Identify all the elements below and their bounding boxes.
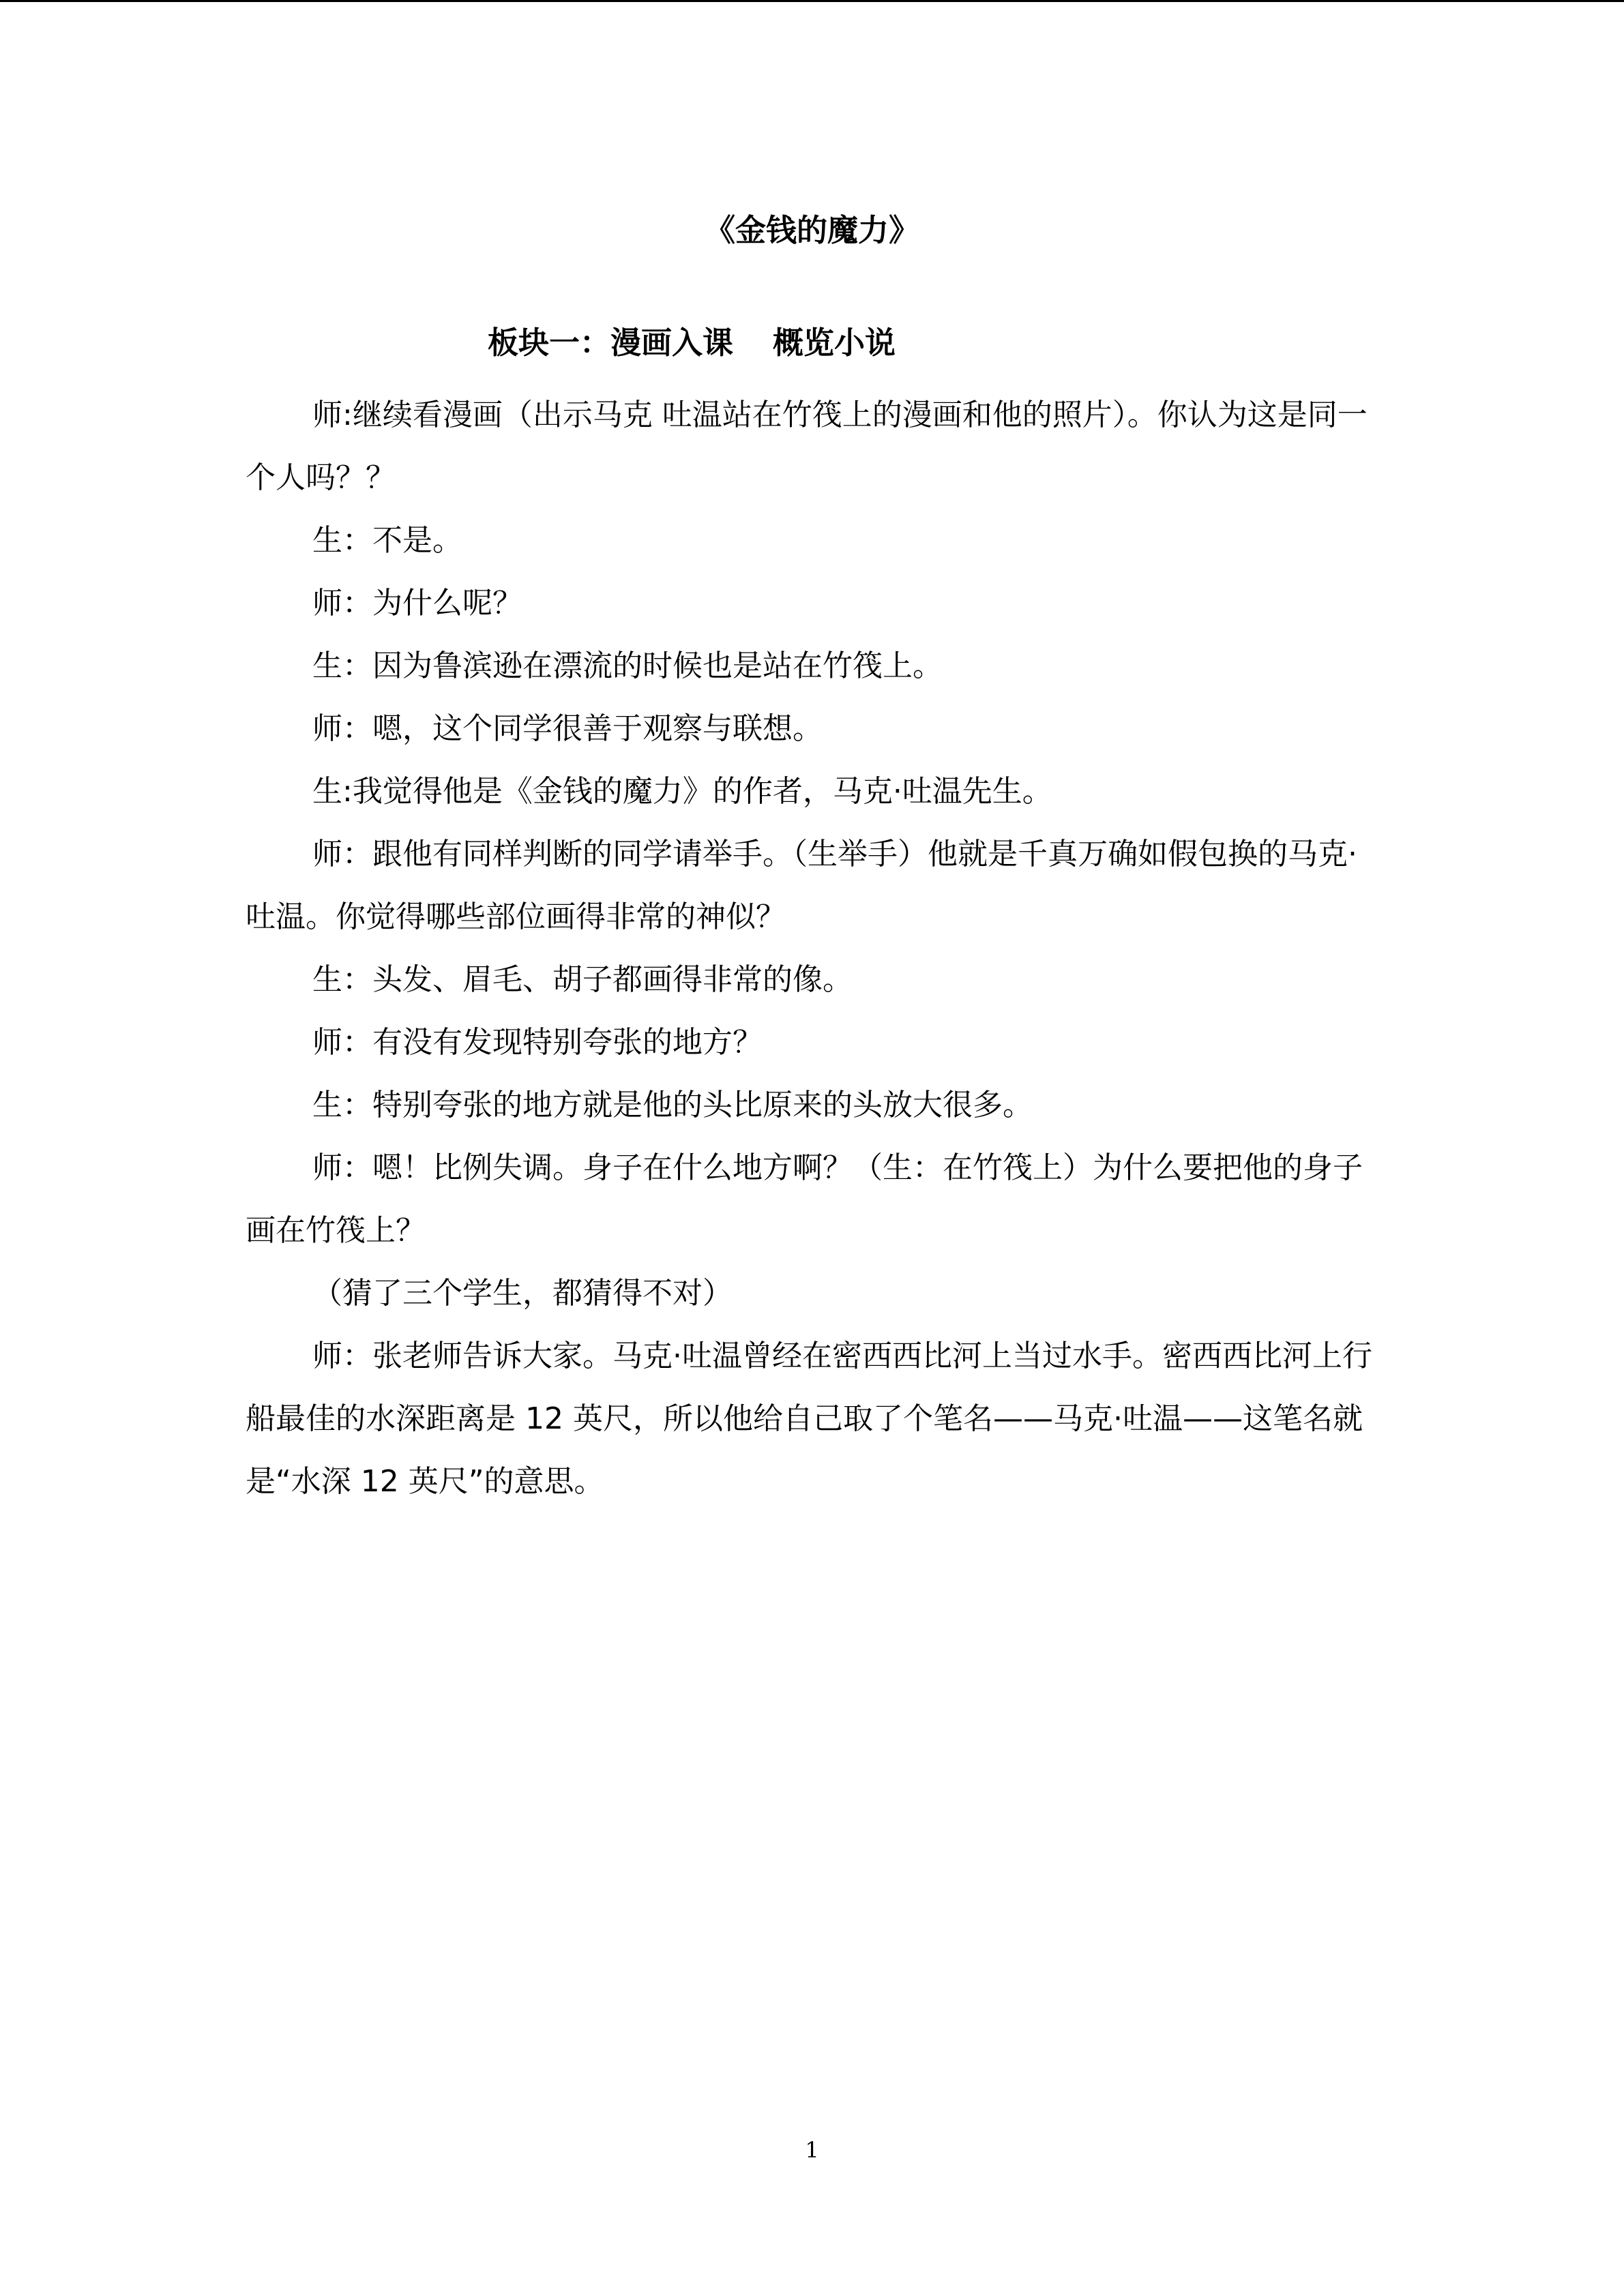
paragraph: 生：特别夸张的地方就是他的头比原来的头放大很多。 (312, 1088, 1033, 1122)
section-heading (488, 323, 896, 363)
document-title: 《金钱的魔力》 (704, 212, 919, 248)
paragraph: 生:我觉得他是《金钱的魔力》的作者，马克·吐温先生。 (312, 774, 1052, 809)
paragraph: 师：张老师告诉大家。马克·吐温曾经在密西西比河上当过水手。密西西比河上行船最佳的水深距离是 12 英尺，所以他给自己取了个笔名——马克·吐温——这笔名就是“水深 12 英尺”的意思。 (246, 1339, 1372, 1499)
paragraph: 师：跟他有同样判断的同学请举手。（生举手）他就是千真万确如假包换的马克·吐温。你觉得哪些部位画得非常的神似？ (246, 837, 1357, 934)
paragraph: （猜了三个学生，都猜得不对） (312, 1276, 733, 1311)
section-heading-part-1: 板块一：漫画入课 (488, 325, 734, 361)
paragraph: 师:继续看漫画（出示马克 吐温站在竹筏上的漫画和他的照片）。你认为这是同一个人吗？？ (246, 398, 1368, 495)
section-heading-part-2: 概览小说 (773, 325, 896, 361)
paragraph: 师：为什么呢？ (312, 586, 522, 621)
paragraph: 生：头发、眉毛、胡子都画得非常的像。 (312, 962, 853, 997)
paragraph: 生：因为鲁滨逊在漂流的时候也是站在竹筏上。 (312, 648, 943, 683)
paragraph: 师：嗯，这个同学很善于观察与联想。 (312, 711, 823, 746)
paragraph: 师：嗯！比例失调。身子在什么地方啊？（生：在竹筏上）为什么要把他的身子画在竹筏上？ (246, 1150, 1363, 1248)
page-number: 1 (805, 2137, 819, 2163)
paragraph: 生：不是。 (312, 523, 462, 558)
document-body (246, 384, 1378, 1513)
paragraph: 师：有没有发现特别夸张的地方？ (312, 1025, 763, 1060)
